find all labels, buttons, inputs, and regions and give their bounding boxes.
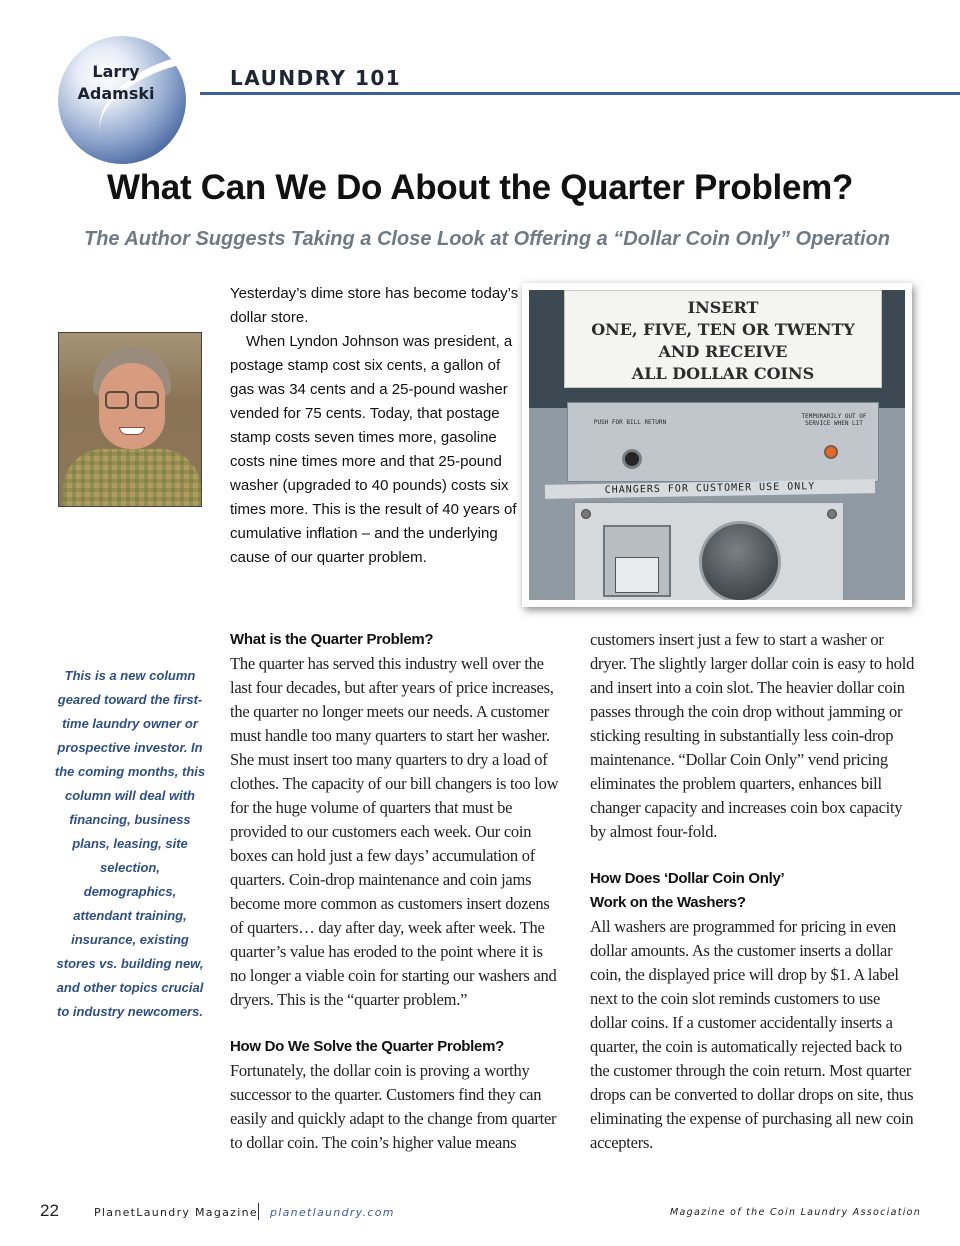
photo-glasses [135, 391, 159, 409]
bill-slot-window [615, 557, 659, 593]
photo-glasses [105, 391, 129, 409]
photo-mouth [119, 427, 145, 435]
machine-band-label: CHANGERS FOR CUSTOMER USE ONLY [545, 479, 875, 499]
photo-shirt [63, 449, 201, 507]
sign-line: INSERT [687, 298, 759, 317]
section-heading: Work on the Washers? [590, 894, 746, 911]
intro-paragraph: Yesterday’s dime store has become today’s dollar store. [230, 285, 519, 326]
column-label: LAUNDRY 101 [230, 66, 402, 90]
body-paragraph: Fortunately, the dollar coin is proving a worthy successor to the quarter. Customers find they can easily and quickly adapt to the change from quarter to dollar coin. The coin’s higher value means [230, 1061, 557, 1152]
out-of-service-label: TEMPORARILY OUT OF SERVICE WHEN LIT [801, 413, 867, 427]
coin-return-icon [699, 521, 781, 600]
section-heading: How Do We Solve the Quarter Problem? [230, 1038, 504, 1055]
screw-icon [581, 509, 591, 519]
body-paragraph: customers insert just a few to start a washer or dryer. The slightly larger dollar coin is easy to hold and insert into a coin slot. The heavier dollar coin passes through the coin drop without jamming or sticking resulting in substantially less coin-drop maintenance. “Dollar Coin Only” vend pricing eliminates the problem quarters, enhances bill changer capacity and increases coin box capacity by almost four-fold. [590, 630, 915, 841]
footer-association: Magazine of the Coin Laundry Association [670, 1207, 922, 1218]
body-column-left [230, 628, 560, 1155]
section-heading: How Does ‘Dollar Coin Only’ [590, 870, 785, 887]
change-machine-photo [522, 283, 912, 607]
sign-line: ALL DOLLAR COINS [631, 364, 815, 383]
page-number: 22 [40, 1201, 59, 1220]
header-rule [200, 92, 960, 95]
author-name: Larry Adamski [77, 62, 155, 103]
sign-line: AND RECEIVE [658, 342, 788, 361]
screw-icon [827, 509, 837, 519]
machine-lower-panel [574, 502, 844, 600]
intro-text [230, 282, 520, 570]
bill-return-label: PUSH FOR BILL RETURN [593, 419, 667, 426]
author-photo [58, 332, 202, 507]
bill-slot-icon [603, 525, 671, 597]
section-heading: What is the Quarter Problem? [230, 631, 434, 648]
change-machine [529, 290, 905, 600]
footer-divider [258, 1203, 259, 1220]
bill-return-button-icon [622, 449, 642, 469]
body-column-right [590, 628, 920, 1155]
footer-url: planetlaundry.com [270, 1206, 395, 1219]
footer-magazine-name: PlanetLaundry Magazine [94, 1206, 258, 1219]
machine-sign [564, 290, 882, 388]
body-paragraph: All washers are programmed for pricing in even dollar amounts. As the customer inserts a dollar coin, the displayed price will drop by $1. A label next to the coin slot reminds customers to use dollar coins. If a customer accidentally inserts a quarter, the coin is automatically rejected back to the customer through the coin return. Most quarter drops can be converted to dollar drops on site, thus eliminating the expense of purchasing all new coin accepters. [590, 917, 914, 1152]
article-subtitle: The Author Suggests Taking a Close Look at Offering a “Dollar Coin Only” Operation [83, 228, 890, 250]
sidebar-note: This is a new column geared toward the first-time laundry owner or prospective investor. In the coming months, this column will deal with financing, business plans, leasing, site selection, demographics, attendant training, insurance, existing stores vs. building new, and other topics crucial to industry newcomers. [54, 668, 206, 1019]
body-paragraph: The quarter has served this industry well over the last four decades, but after years of price increases, the quarter no longer meets our needs. A customer must handle too many quarters to start her washer. She must insert too many quarters to dry a load of clothes. The capacity of our bill changers is too low for the huge volume of quarters that must be provided to our customers each week. Our coin boxes can hold just a few days’ accumulation of quarters. Coin-drop maintenance and coin jams become more common as customers insert dozens of quarters… day after day, week after week. The quarter’s value has eroded to the point where it is no longer a viable coin for starting our washers and dryers. This is the “quarter problem.” [230, 654, 559, 1009]
sign-line: ONE, FIVE, TEN OR TWENTY [591, 320, 855, 339]
machine-panel [567, 402, 879, 482]
service-light-icon [824, 445, 838, 459]
intro-paragraph: When Lyndon Johnson was president, a postage stamp cost six cents, a gallon of gas was 34 cents and a 25-pound washer vended for 75 cents. Today, that postage stamp costs seven times more, gasoline costs nine times more and that 25-pound washer (upgraded to 40 pounds) costs six times more. This is the result of 40 years of cumulative inflation – and the underlying cause of our quarter problem. [230, 333, 517, 566]
article-title: What Can We Do About the Quarter Problem? [106, 168, 854, 207]
